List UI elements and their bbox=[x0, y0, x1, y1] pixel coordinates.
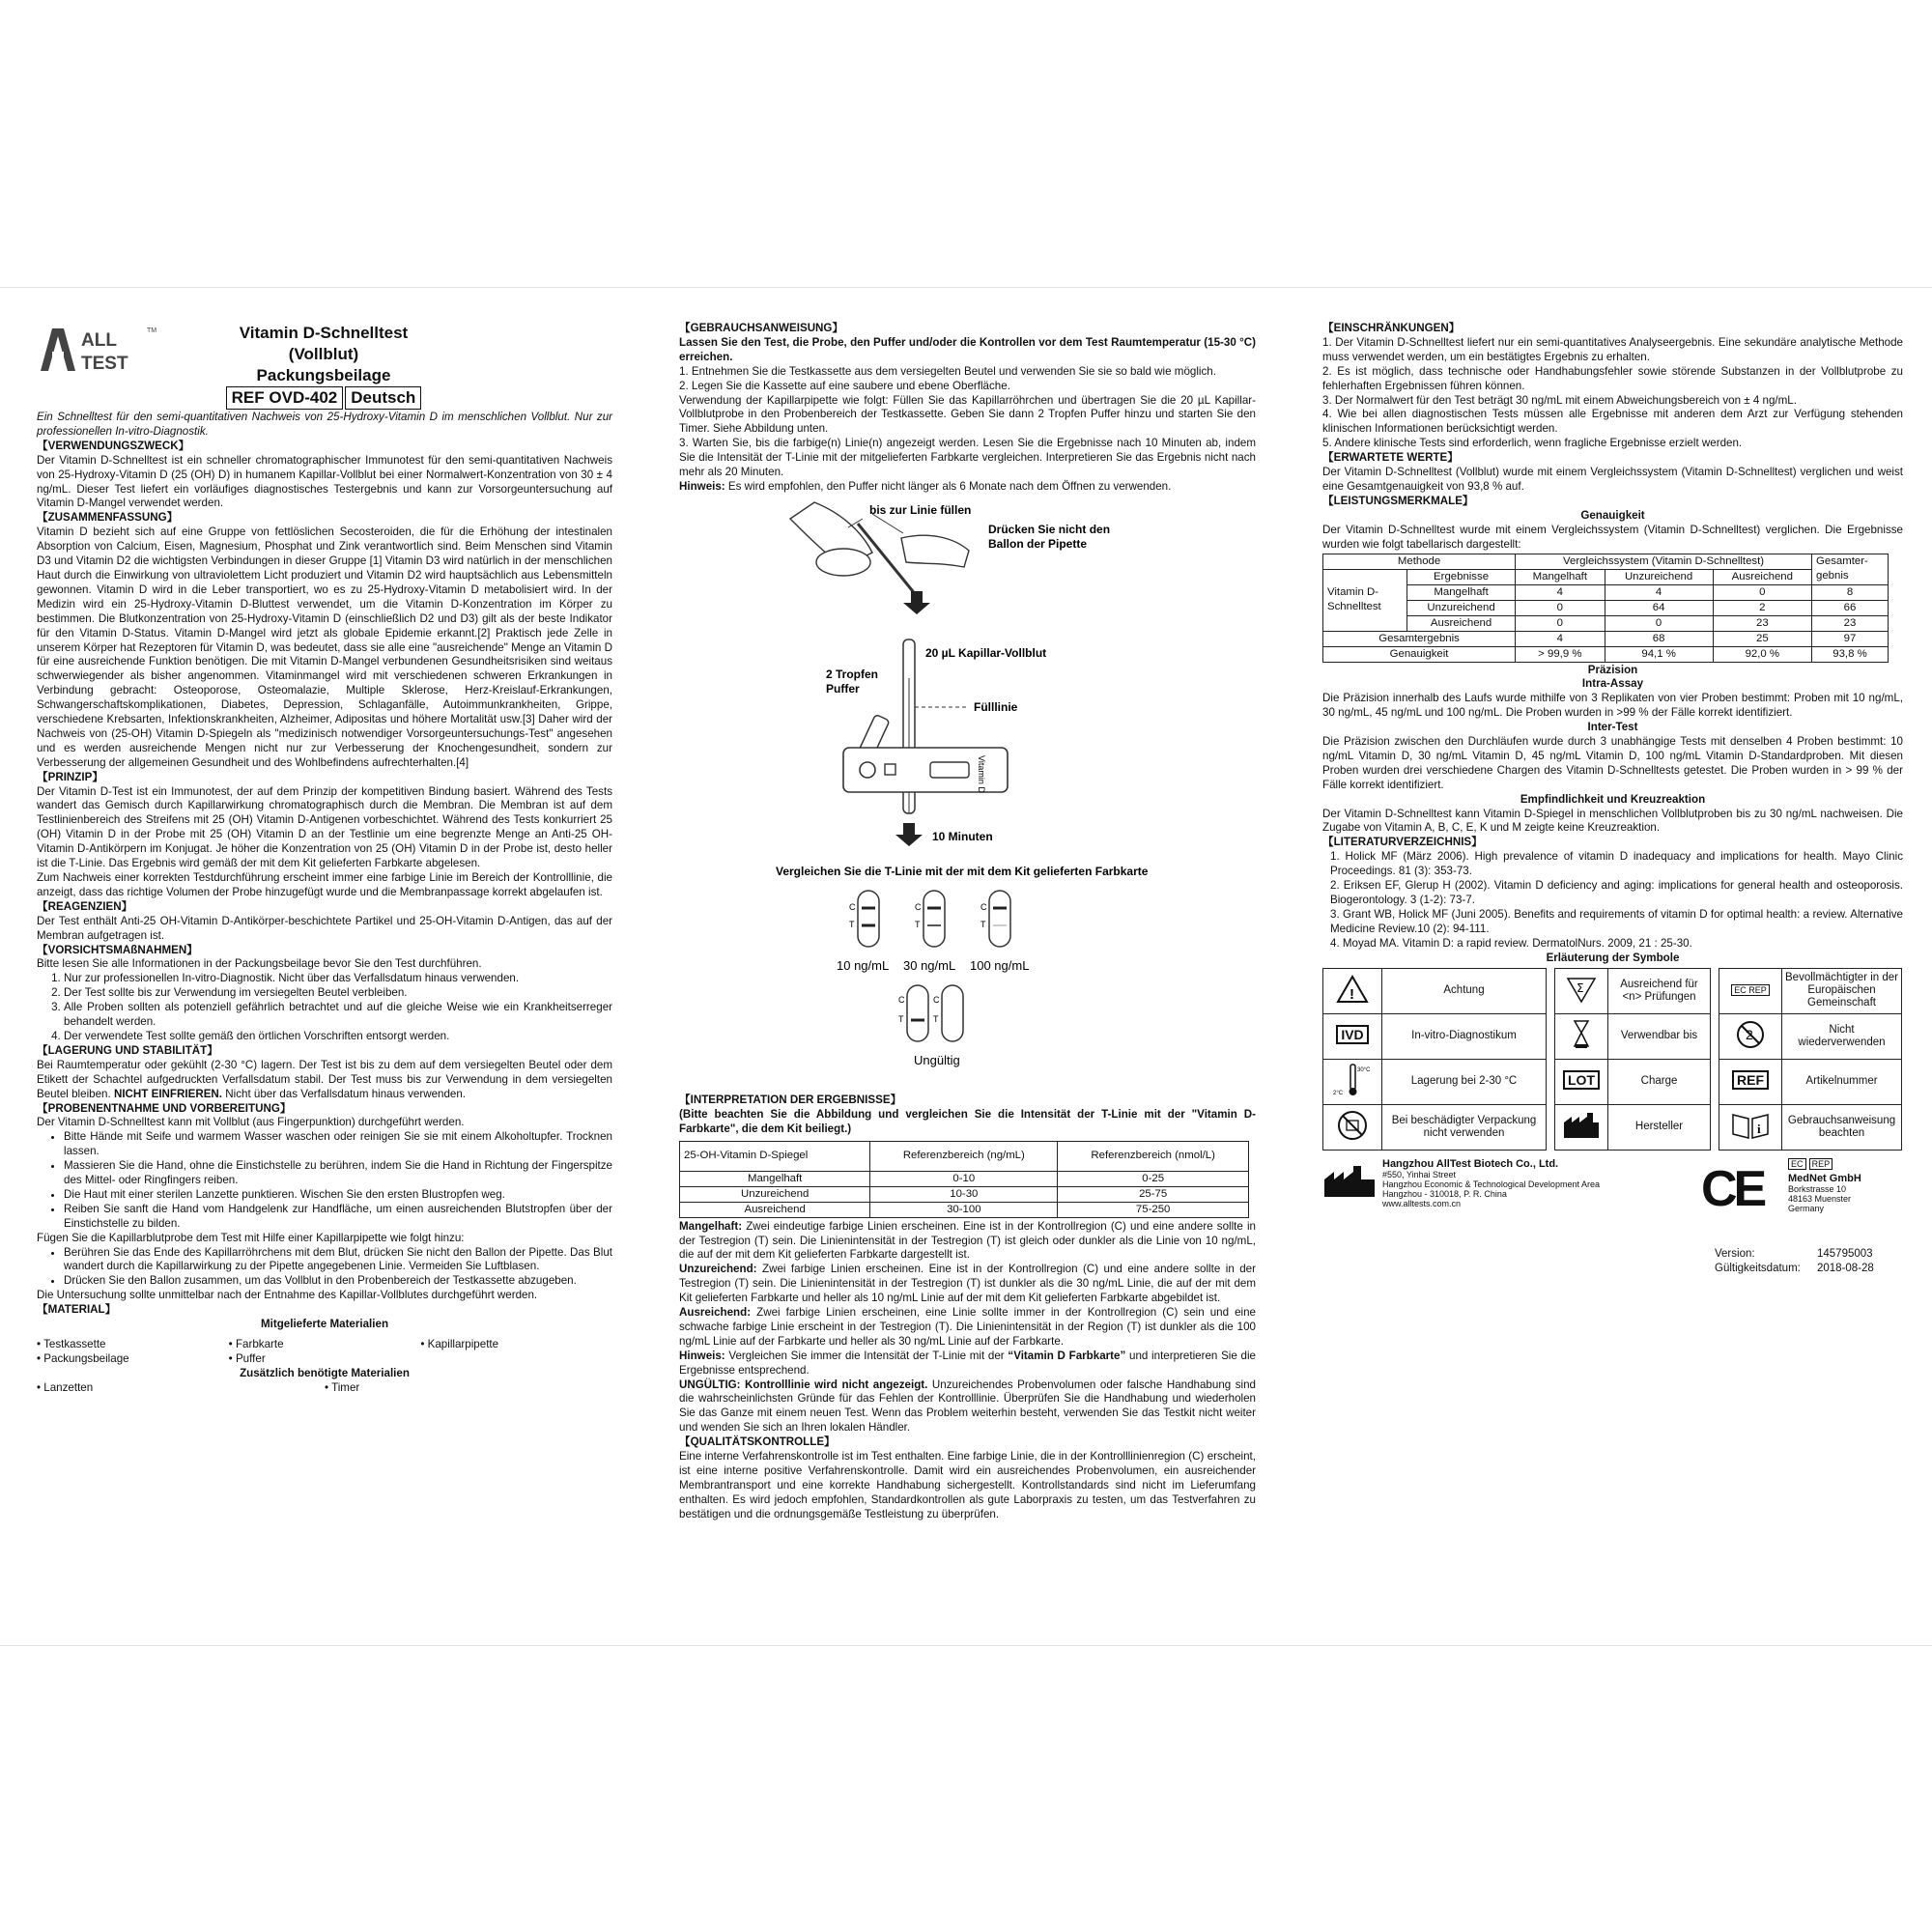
material-item: • Kapillarpipette bbox=[420, 1338, 499, 1350]
symbol-label: Ausreichend für <n> Prüfungen bbox=[1608, 968, 1711, 1013]
text-prinzip: Der Vitamin D-Test ist ein Immunotest, der auf dem Prinzip der kompetitiven Bindung basiert. Während des Tests wandert das Gemisch durch Kapillarwirkung chromatographisch durch die Membran. Die Membran ist auf dem Testlinienbereich des Streifens mit 25 (OH) Vitamin D-Antigenen vorbeschichtet. Während des Tests konkurriert 25 (OH) Vitamin D in der Probe mit 25 (OH) Vitamin D an der Testlinie um eine begrenzte Menge an Anti-25 OH-Vitamin D-Antikörpern im Konjugat. Je höher die Konzentration von 25 (OH) Vitamin D in der Probe ist, desto heller ist die T-Linie. Das Ergebnis wird gemäß der mit dem Kit gelieferten Farbkarte abgelesen. bbox=[37, 784, 612, 870]
ec-rep-name: MedNet GmbH bbox=[1788, 1172, 1861, 1184]
text-zusammenfassung: Vitamin D bezieht sich auf eine Gruppe von fettlöslichen Secosteroiden, die für die Erhöhung der intestinalen Absorption von Calcium, Eisen, Magnesium, Phosphat und Zink verantwortlich sind. Beim Menschen sind Vitamin D3 und Vitamin D2 die wichtigsten Verbindungen in dieser Gruppe [1] Vitamin D3 wird natürlich in der menschlichen Haut durch die Einwirkung von ultraviolettem Licht produziert und Vitamin D2 wird hauptsächlich aus Lebensmitteln gewonnen. Vitamin D wird in die Leber transportiert, wo es zu 25-Hydroxy-Vitamin D metabolisiert wird. In der Medizin wird ein 25-Hydroxy-Vitamin D-Bluttest verwendet, um die Vitamin D-Konzentration im Körper zu bestimmen. Die Blutkonzentration von 25-Hydroxy-Vitamin D (einschließlich D2 und D3) gilt als der beste Indikator für den Vitamin D-Status. Vitamin D-Mangel wird jetzt als globale Epidemie erkannt.[2] Praktisch jede Zelle in unserem Körper hat Rezeptoren für Vitamin D, was bedeutet, dass sie alle eine "ausreichende" Menge an Vitamin D für eine ausreichende Funktion benötigen. Die mit Vitamin D-Mangel verbundenen Gesundheitsrisiken sind weitaus schwerwiegender als bisher angenommen. Vitaminmangel wird mit verschiedenen schweren Erkrankungen in Verbindung gebracht: Osteoporose, Osteomalazie, Multiple Sklerose, Herz-Kreislauf-Erkrankungen, Schwangerschaftskomplikationen, Diabetes, Depression, Schlaganfälle, Autoimmunkrankheiten, Grippe, verschiedene Krebsarten, Infektionskrankheiten, Alzheimer, Adipositas und höhere Mortalität usw.[3] Daher wird der Nachweis von (25-OH) Vitamin D-Spiegeln als "medizinisch notwendiger Vorsorgeuntersuchungs-Test" angesehen und es werden ausreichende Mengen nicht nur zur Verbesserung der Knochengesundheit, sondern zur Verbesserung der allgemeinen Gesundheit und des Wohlbefindens aufrechterhalten.[4] bbox=[37, 526, 612, 769]
result-card-100 bbox=[980, 891, 1010, 947]
text-interpretation-note: (Bitte beachten Sie die Abbildung und vergleichen Sie die Intensität der T-Linie mit der "Vitamin D-Farbkarte", die dem Kit beiliegt.) bbox=[679, 1107, 1256, 1135]
version-block bbox=[1715, 1247, 1874, 1276]
table-row: Ausreichend 0 0 23 23 bbox=[1323, 615, 1889, 631]
title-line-1: Vitamin D-Schnelltest bbox=[239, 324, 409, 342]
table-header: Mangelhaft bbox=[1516, 569, 1605, 584]
heading-lagerung: 【LAGERUNG UND STABILITÄT】 bbox=[37, 1043, 218, 1057]
text-hinweis-2: Hinweis: Vergleichen Sie immer die Intensität der T-Linie mit der “Vitamin D Farbkarte” und interpretieren Sie die Ergebnisse entsprechend. bbox=[679, 1349, 1256, 1377]
invalid-label: Ungültig bbox=[914, 1052, 960, 1067]
list-item: • Bitte Hände mit Seife und warmem Wasser waschen oder reinigen Sie sie mit einem Alkoholtupfer. Trocknen lassen. bbox=[64, 1130, 612, 1159]
text-geb-4: 3. Warten Sie, bis die farbige(n) Linie(n) angezeigt werden. Lesen Sie die Ergebnisse nach 10 Minuten ab, indem Sie die Intensität der T-Linie mit der mitgelieferten Farbkarte vergleichen. Interpretieren Sie das Ergebnis nicht nach mehr als 20 Minuten. bbox=[679, 437, 1256, 479]
svg-text:C: C bbox=[933, 994, 940, 1005]
table-row: Ausreichend 30-100 75-250 bbox=[680, 1202, 1249, 1217]
symbol-label: Charge bbox=[1608, 1059, 1711, 1104]
version-value: 145795003 bbox=[1817, 1247, 1873, 1260]
table-header: Unzureichend bbox=[1605, 569, 1713, 584]
fig-label-compare: Vergleichen Sie die T-Linie mit der mit dem Kit gelieferten Farbkarte bbox=[776, 864, 1149, 878]
result-card-30 bbox=[915, 891, 945, 947]
list-item: 2. Eriksen EF, Glerup H (2002). Vitamin D deficiency and aging: implications for general health and osteoporosis. Biogerontology. 3 (1-2): 73-7. bbox=[1330, 879, 1903, 906]
vorsicht-list bbox=[37, 972, 612, 1044]
arrow-down-icon bbox=[903, 591, 930, 614]
invalid-cards bbox=[898, 985, 963, 1041]
material-supplied-heading: Mitgelieferte Materialien bbox=[260, 1318, 389, 1331]
heading-zusammenfassung: 【ZUSAMMENFASSUNG】 bbox=[37, 511, 179, 525]
ec-rep-address: Germany bbox=[1788, 1203, 1825, 1213]
material-item: • Farbkarte bbox=[228, 1338, 284, 1350]
table-row: Genauigkeit > 99,9 % 94,1 % 92,0 % 93,8 % bbox=[1323, 646, 1889, 662]
reference-table bbox=[679, 1141, 1249, 1218]
svg-text:T: T bbox=[933, 1013, 939, 1024]
heading-reagenzien: 【REAGENZIEN】 bbox=[37, 899, 133, 913]
lot-icon: LOT bbox=[1555, 1059, 1608, 1104]
list-item: 4. Wie bei allen diagnostischen Tests müssen alle Ergebnisse mit anderen dem Arzt zur Verfügung stehenden klinischen Informationen berücksichtigt werden. bbox=[1322, 408, 1903, 436]
probe-list-2 bbox=[37, 1246, 612, 1290]
text-vorsicht: Bitte lesen Sie alle Informationen in der Packungsbeilage bevor Sie den Test durchführen. bbox=[37, 957, 482, 971]
material-item bbox=[420, 1352, 612, 1367]
text-geb-3: Verwendung der Kapillarpipette wie folgt: Füllen Sie das Kapillarröhrchen und übertragen Sie die 20 µL Kapillar-Vollblutprobe in den Probenbereich der Testkassette. Geben Sie dann 2 Tropfen Puffer hinzu und starten Sie den Timer. Siehe Abbildung unten. bbox=[679, 393, 1256, 436]
svg-text:T: T bbox=[849, 919, 855, 929]
heading-leistungsmerkmale: 【LEISTUNGSMERKMALE】 bbox=[1322, 494, 1474, 507]
fig-label-puffer: Puffer bbox=[826, 681, 860, 696]
symbol-table-2 bbox=[1554, 968, 1711, 1151]
manufacturer-address: Hangzhou - 310018, P. R. China bbox=[1382, 1188, 1507, 1199]
text-empfindlichkeit: Der Vitamin D-Schnelltest kann Vitamin D-Spiegel in menschlichen Vollblutproben bis zu 30 ng/mL nachweisen. Die Zugabe von Vitamin A, B, C, E, K und M zeigte keine Kreuzreaktion. bbox=[1322, 807, 1903, 835]
text-inter-test: Die Präzision zwischen den Durchläufen wurde durch 3 unabhängige Tests mit denselben 4 Proben bestimmt: 10 ng/mL Vitamin D, 30 ng/mL Vitamin D, 45 ng/mL Vitamin D, 100 ng/mL Vitamin D-Standardproben. Mit diesen Proben wurden drei verschiedene Chargen des Vitamin D-Schnelltests getestet. Die Proben wurden in > 99 % der Fälle korrekt identifiziert. bbox=[1322, 735, 1903, 791]
heading-interpretation: 【INTERPRETATION DER ERGEBNISSE】 bbox=[679, 1093, 902, 1106]
fig-label-fill-line: bis zur Linie füllen bbox=[869, 502, 972, 517]
fig-label-dont-squeeze-1: Drücken Sie nicht den bbox=[988, 522, 1111, 536]
symbol-label: Lagerung bei 2-30 °C bbox=[1382, 1059, 1547, 1104]
text-reagenzien: Der Test enthält Anti-25 OH-Vitamin D-Antikörper-beschichtete Partikel und 25-OH-Vitamin D-Antigen, das auf der Membran aufgetragen ist. bbox=[37, 914, 612, 942]
row-label: Vitamin D-Schnelltest bbox=[1323, 569, 1407, 631]
column-1 bbox=[37, 322, 612, 1396]
heading-prinzip: 【PRINZIP】 bbox=[37, 770, 103, 783]
ec-rep-address: Borkstrasse 10 bbox=[1788, 1183, 1847, 1194]
column-2 bbox=[679, 322, 1256, 1522]
date-label: Gültigkeitsdatum: bbox=[1715, 1262, 1801, 1274]
svg-text:T: T bbox=[980, 919, 986, 929]
symbol-legend bbox=[1322, 968, 1903, 1151]
table-row: Mangelhaft 0-10 0-25 bbox=[680, 1171, 1249, 1186]
fig-label-fuelllinie: Fülllinie bbox=[974, 699, 1018, 714]
ce-mark: CE bbox=[1701, 1160, 1764, 1217]
title-line-2: (Vollblut) bbox=[288, 345, 359, 363]
thermometer-icon bbox=[1323, 1059, 1382, 1104]
text-ungueltig: UNGÜLTIG: Kontrolllinie wird nicht angezeigt. Unzureichendes Probenvolumen oder falsche Handhabung sind die wahrscheinlichsten Gründe für das Fehlen der Kontrolllinie. Überprüfen Sie die Handhabung und wiederholen Sie das Ganze mit einem neuen Test. Wenn das Problem weiterhin besteht, verwenden Sie das Testkit nicht weiter und wenden Sie sich an Ihren lokalen Händler. bbox=[679, 1378, 1256, 1435]
table-row: Unzureichend 10-30 25-75 bbox=[680, 1186, 1249, 1202]
manufacturer-name: Hangzhou AllTest Biotech Co., Ltd. bbox=[1382, 1157, 1559, 1170]
column-3 bbox=[1322, 322, 1903, 1303]
text-erwartete-werte: Der Vitamin D-Schnelltest (Vollblut) wurde mit einem Vergleichssystem (Vitamin D-Schnelltest) verglichen und weist eine Gesamtgenauigkeit von 93,8 % auf. bbox=[1322, 466, 1903, 493]
list-item: • Reiben Sie sanft die Hand vom Handgelenk zur Handfläche, um einen ausreichenden Blutstropfen über der Einstichstelle zu bilden. bbox=[64, 1203, 612, 1232]
heading-qualitaetskontrolle: 【QUALITÄTSKONTROLLE】 bbox=[679, 1435, 836, 1449]
heading-empfindlichkeit: Empfindlichkeit und Kreuzreaktion bbox=[1520, 792, 1706, 806]
table-row: Gesamtergebnis 4 68 25 97 bbox=[1323, 631, 1889, 646]
heading-einschraenkungen: 【EINSCHRÄNKUNGEN】 bbox=[1322, 322, 1461, 334]
footer-block bbox=[1322, 1158, 1903, 1303]
svg-text:T: T bbox=[898, 1013, 904, 1024]
table-header: Ausreichend bbox=[1713, 569, 1811, 584]
list-item: 1. Nur zur professionellen In-vitro-Diagnostik. Nicht über das Verfallsdatum hinaus verwenden. bbox=[64, 972, 612, 986]
list-item: 2. Der Test sollte bis zur Verwendung im versiegelten Beutel verbleiben. bbox=[64, 986, 612, 1001]
result-card-10 bbox=[849, 891, 879, 947]
text-probenentnahme: Der Vitamin D-Schnelltest kann mit Vollblut (aus Fingerpunktion) durchgeführt werden. bbox=[37, 1116, 465, 1129]
hourglass-icon bbox=[1555, 1013, 1608, 1059]
fig-label-dont-squeeze-2: Ballon der Pipette bbox=[988, 536, 1088, 551]
material-supplied-row-2 bbox=[37, 1352, 612, 1367]
heading-genauigkeit: Genauigkeit bbox=[1580, 508, 1645, 522]
logo-all: ALL bbox=[81, 330, 117, 351]
material-additional-row bbox=[37, 1381, 612, 1396]
text-prinzip-2: Zum Nachweis einer korrekten Testdurchführung erscheint immer eine farbige Linie im Bereich der Kontrolllinie, die anzeigt, dass das richtige Volumen der Probe hinzugefügt wurde und die Membranpassage korrekt abgelaufen ist. bbox=[37, 871, 612, 898]
heading-literatur: 【LITERATURVERZEICHNIS】 bbox=[1322, 836, 1483, 849]
symbol-table-3 bbox=[1719, 968, 1902, 1151]
manufacturer-website: www.alltests.com.cn bbox=[1382, 1198, 1462, 1208]
svg-text:2°C: 2°C bbox=[1333, 1090, 1344, 1096]
fig-label-10-minuten: 10 Minuten bbox=[932, 829, 993, 843]
svg-text:C: C bbox=[898, 994, 905, 1005]
rep-icon: REP bbox=[1809, 1158, 1833, 1170]
heading-praezision: Präzision bbox=[1587, 663, 1638, 676]
manufacturer-icon bbox=[1555, 1104, 1608, 1150]
symbol-label: Bei beschädigter Verpackung nicht verwenden bbox=[1382, 1104, 1547, 1150]
fig-label-vitamin-d: Vitamin D bbox=[977, 754, 986, 793]
material-supplied-row-1 bbox=[37, 1338, 612, 1352]
caution-icon bbox=[1323, 968, 1382, 1013]
list-item: 3. Grant WB, Holick MF (Juni 2005). Benefits and requirements of vitamin D for optimal health: a review. Alternative Medicine Review.10 (2): 94-111. bbox=[1330, 907, 1903, 935]
ec-rep-info bbox=[1788, 1158, 1861, 1213]
list-item: 4. Moyad MA. Vitamin D: a rapid review. DermatolNurs. 2009, 21 : 25-30. bbox=[1330, 936, 1692, 950]
svg-text:!: ! bbox=[1350, 985, 1354, 1003]
list-item: 1. Der Vitamin D-Schnelltest liefert nur ein semi-quantitatives Analyseergebnis. Eine sekundäre analytische Methode muss verwendet werden, um ein bestätigtes Ergebnis zu erhalten. bbox=[1322, 335, 1903, 363]
svg-text:C: C bbox=[849, 901, 856, 912]
list-item: • Massieren Sie die Hand, ohne die Einstichstelle zu berühren, indem Sie die Hand in Richtung der Fingerspitze des Mittel- oder Ringfingers reiben. bbox=[64, 1159, 612, 1188]
symbol-label: Achtung bbox=[1382, 968, 1547, 1013]
ref-number: REF OVD-402 bbox=[226, 386, 344, 410]
svg-text:Σ: Σ bbox=[1577, 980, 1584, 995]
table-header: 25-OH-Vitamin D-Spiegel bbox=[680, 1141, 870, 1171]
symbol-table-1 bbox=[1322, 968, 1547, 1151]
probe-list bbox=[37, 1130, 612, 1231]
table-header: Ergebnisse bbox=[1407, 569, 1516, 584]
ec-icon: EC bbox=[1788, 1158, 1806, 1170]
damaged-package-icon bbox=[1323, 1104, 1382, 1150]
heading-intra-assay: Intra-Assay bbox=[1581, 677, 1644, 691]
table-header: Vergleichssystem (Vitamin D-Schnelltest) bbox=[1516, 554, 1812, 569]
svg-text:i: i bbox=[1757, 1121, 1761, 1136]
svg-text:C: C bbox=[980, 901, 987, 912]
table-header: Gesamter-gebnis bbox=[1812, 554, 1889, 584]
table-header: Referenzbereich (nmol/L) bbox=[1058, 1141, 1249, 1171]
manufacturer-address: Hangzhou Economic & Technological Development Area bbox=[1382, 1179, 1600, 1189]
ec-rep-icon: EC REP bbox=[1719, 968, 1782, 1013]
symbol-label: Nicht wiederverwenden bbox=[1782, 1013, 1902, 1059]
list-item: 5. Andere klinische Tests sind erforderlich, wenn fragliche Ergebnisse erzielt werden. bbox=[1322, 437, 1743, 450]
manufacturer-address: #550, Yinhai Street bbox=[1382, 1169, 1457, 1179]
instructions-icon bbox=[1719, 1104, 1782, 1150]
ec-rep-address: 48163 Muenster bbox=[1788, 1193, 1852, 1204]
table-row: Mangelhaft 4 4 0 8 bbox=[1323, 584, 1889, 600]
list-item: 2. Es ist möglich, dass technische oder Handhabungsfehler sowie störende Substanzen in der Vollblutprobe zu fehlerhaften Ergebnissen führen können. bbox=[1322, 364, 1903, 392]
material-item: • Testkassette bbox=[37, 1338, 106, 1350]
version-label: Version: bbox=[1715, 1247, 1755, 1260]
arrow-down-icon bbox=[895, 823, 923, 846]
heading-erwartete-werte: 【ERWARTETE WERTE】 bbox=[1322, 451, 1459, 465]
procedure-figure bbox=[679, 495, 1256, 1094]
table-header: Referenzbereich (ng/mL) bbox=[870, 1141, 1058, 1171]
fig-label-2-tropfen: 2 Tropfen bbox=[826, 667, 879, 681]
heading-verwendungszweck: 【VERWENDUNGSZWECK】 bbox=[37, 439, 190, 452]
text-lagerung: Bei Raumtemperatur oder gekühlt (2-30 °C) lagern. Der Test ist bis zu dem auf dem versiegelten Beutel oder dem Etikett der Schachtel aufgedruckten Verfallsdatum stabil. Der Test muss bis zur Verwendung in dem versiegelten Beutel bleiben. NICHT EINFRIEREN. Nicht über das Verfallsdatum hinaus verwenden. bbox=[37, 1058, 612, 1100]
card-label-30: 30 ng/mL bbox=[903, 957, 956, 973]
material-item: • Timer bbox=[325, 1380, 360, 1394]
text-geb-1: 1. Entnehmen Sie die Testkassette aus dem versiegelten Beutel und verwenden Sie sie so bald wie möglich. bbox=[679, 364, 1216, 378]
symbol-label: Hersteller bbox=[1608, 1104, 1711, 1150]
symbol-label: Bevollmächtigter in der Europäischen Gemeinschaft bbox=[1782, 968, 1902, 1013]
intro-text: Ein Schnelltest für den semi-quantitativen Nachweis von 25-Hydroxy-Vitamin D im menschlichen Vollblut. Nur zur professionellen In-vitro-Diagnostik. bbox=[37, 411, 612, 438]
material-item: • Puffer bbox=[228, 1351, 266, 1365]
list-item: 4. Der verwendete Test sollte gemäß den örtlichen Vorschriften entsorgt werden. bbox=[64, 1030, 612, 1044]
text-probe-3: Die Untersuchung sollte unmittelbar nach der Entnahme des Kapillar-Vollblutes durchgeführt werden. bbox=[37, 1289, 538, 1302]
ivd-icon: IVD bbox=[1323, 1013, 1382, 1059]
logo-test: TEST bbox=[81, 354, 128, 373]
symbol-label: Verwendbar bis bbox=[1608, 1013, 1711, 1059]
fig-label-20ul: 20 µL Kapillar-Vollblut bbox=[925, 645, 1047, 660]
heading-probenentnahme: 【PROBENENTNAHME UND VORBEREITUNG】 bbox=[37, 1101, 292, 1115]
text-unzureichend: Unzureichend: Zwei farbige Linien erscheinen. Eine ist in der Kontrollregion (C) und eine andere sollte in der Testregion (T) sein. Die Linienintensität in der Testregion (T) ist dunkler als die 30 ng/mL Linie, die auf der mit dem Kit gelieferten Farbkarte und heller als 10 ng/mL Linie auf der mit dem Kit gelieferten Farbkarte abgebildet ist. bbox=[679, 1263, 1256, 1305]
list-item: 3. Alle Proben sollten als potenziell gefährlich betrachtet und auf die gleiche Weise wie ein Krankheitserreger behandelt werden. bbox=[64, 1001, 612, 1030]
heading-symbols: Erläuterung der Symbole bbox=[1546, 951, 1680, 964]
text-geb-2: 2. Legen Sie die Kassette auf eine saubere und ebene Oberfläche. bbox=[679, 379, 1010, 392]
heading-inter-test: Inter-Test bbox=[1587, 721, 1638, 734]
text-qualitaetskontrolle: Eine interne Verfahrenskontrolle ist im Test enthalten. Eine farbige Linie, die in der Kontrolllinienregion (C) erscheint, ist eine interne positive Verfahrenskontrolle. Damit wird ein ausreichendes Probenvolumen, ein ausreichender Membrantransport und eine korrekte Handhabung sichergestellt. Kontrollstandards sind nicht im Lieferumfang enthalten. Es wird jedoch empfohlen, Standardkontrollen als gute Laborpraxis zu testen, um das Testverfahren zu bestätigen und die ordnungsgemäße Testleistung zu überprüfen. bbox=[679, 1450, 1256, 1520]
table-row: Unzureichend 0 64 2 66 bbox=[1323, 600, 1889, 615]
list-item: • Berühren Sie das Ende des Kapillarröhrchens mit dem Blut, drücken Sie nicht den Ballon der Pipette. Das Blut wandert durch die Kapillarwirkung zu der Pipette angegebenen Linie. Vermeiden Sie Luftblasen. bbox=[64, 1246, 612, 1275]
heading-vorsichtsmassnahmen: 【VORSICHTSMAßNAHMEN】 bbox=[37, 943, 198, 956]
date-value: 2018-08-28 bbox=[1817, 1262, 1874, 1274]
list-item: • Die Haut mit einer sterilen Lanzette punktieren. Wischen Sie den ersten Blustropfen weg. bbox=[64, 1188, 612, 1203]
accuracy-table bbox=[1322, 554, 1889, 663]
list-item: 3. Der Normalwert für den Test beträgt 30 ng/mL mit einem Abweichungsbereich von ± 4 ng/mL. bbox=[1322, 393, 1797, 407]
list-item: • Drücken Sie den Ballon zusammen, um das Vollblut in den Probenbereich der Testkassette abzugeben. bbox=[64, 1274, 612, 1289]
svg-text:30°C: 30°C bbox=[1357, 1066, 1371, 1073]
text-mangelhaft: Mangelhaft: Zwei eindeutige farbige Linien erscheinen. Eine ist in der Kontrollregion (C) und eine andere sollte in der Testregion (T) sein. Die Linienintensität in der Testregion (T) ist gleich oder dunkler als die Linie von 10 ng/mL, die auf der mit dem Kit gelieferten Farbkarte dargestellt ist. bbox=[679, 1219, 1256, 1262]
title-line-3: Packungsbeilage bbox=[256, 366, 391, 384]
logo-tm: TM bbox=[147, 327, 157, 334]
text-verwendungszweck: Der Vitamin D-Schnelltest ist ein schneller chromatographischer Immunotest für den semi-quantitativen Nachweis von 25-Hydroxy-Vitamin D (25 (OH) D) in humanem Kapillar-Vollblut bei einer Normalwert-Konzentration von 30 ± 4 ng/mL. Dieser Test liefert ein vorläufiges diagnostisches Testergebnis und kann zur Vorsorgeuntersuchung auf Vitamin D-Mangel verwendet werden. bbox=[37, 453, 612, 510]
table-header: Methode bbox=[1323, 554, 1516, 569]
card-label-10: 10 ng/mL bbox=[837, 957, 890, 973]
material-item: • Lanzetten bbox=[37, 1380, 94, 1394]
symbol-label: Gebrauchsanweisung beachten bbox=[1782, 1104, 1902, 1150]
material-additional-heading: Zusätzlich benötigte Materialien bbox=[240, 1366, 410, 1379]
svg-text:2: 2 bbox=[1746, 1026, 1753, 1042]
symbol-label: In-vitro-Diagnostikum bbox=[1382, 1013, 1547, 1059]
symbol-label: Artikelnummer bbox=[1782, 1059, 1902, 1104]
heading-gebrauchsanweisung: 【GEBRAUCHSANWEISUNG】 bbox=[679, 322, 844, 334]
sufficient-for-icon bbox=[1555, 968, 1608, 1013]
svg-text:C: C bbox=[915, 901, 922, 912]
text-hinweis: Hinweis: Es wird empfohlen, den Puffer nicht länger als 6 Monate nach dem Öffnen zu verwenden. bbox=[679, 479, 1172, 493]
ref-icon: REF bbox=[1719, 1059, 1782, 1104]
heading-material: 【MATERIAL】 bbox=[37, 1303, 117, 1317]
language-label: Deutsch bbox=[345, 386, 421, 410]
text-intra-assay: Die Präzision innerhalb des Laufs wurde mithilfe von 3 Replikaten von vier Proben bestimmt: Proben mit 10 ng/mL, 30 ng/mL, 45 ng/mL und 100 ng/mL. Die Proben wurden in >99 % der Fälle korrekt identifiziert. bbox=[1322, 692, 1903, 720]
text-genauigkeit: Der Vitamin D-Schnelltest wurde mit einem Vergleichssystem (Vitamin D-Schnelltest) verglichen. Die Ergebnisse wurden wie folgt tabellarisch dargestellt: bbox=[1322, 523, 1903, 551]
svg-text:T: T bbox=[915, 919, 921, 929]
text-probe-2: Fügen Sie die Kapillarblutprobe dem Test mit Hilfe einer Kapillarpipette wie folgt hinzu: bbox=[37, 1231, 465, 1244]
material-item: • Packungsbeilage bbox=[37, 1351, 129, 1365]
card-label-100: 100 ng/mL bbox=[970, 957, 1030, 973]
do-not-reuse-icon bbox=[1719, 1013, 1782, 1059]
text-ausreichend: Ausreichend: Zwei farbige Linien erscheinen, eine Linie sollte immer in der Kontrollregion (C) sein und eine schwache farbige Linie erscheint in der Testregion (T). Die Linienintensität in der Region (T) ist dunkler als die 100 ng/mL Linie auf der Farbkarte und heller als 30 ng/mL Linie auf der Farbkarte. bbox=[679, 1306, 1256, 1348]
list-item: 1. Holick MF (März 2006). High prevalence of vitamin D inadequacy and implications for health. Mayo Clinic Proceedings. 81 (3): 353-73. bbox=[1330, 850, 1903, 878]
manufacturer-icon bbox=[1322, 1164, 1377, 1199]
text-geb-bold: Lassen Sie den Test, die Probe, den Puffer und/oder die Kontrollen vor dem Test Raumtemperatur (15-30 °C) erreichen. bbox=[679, 335, 1256, 363]
